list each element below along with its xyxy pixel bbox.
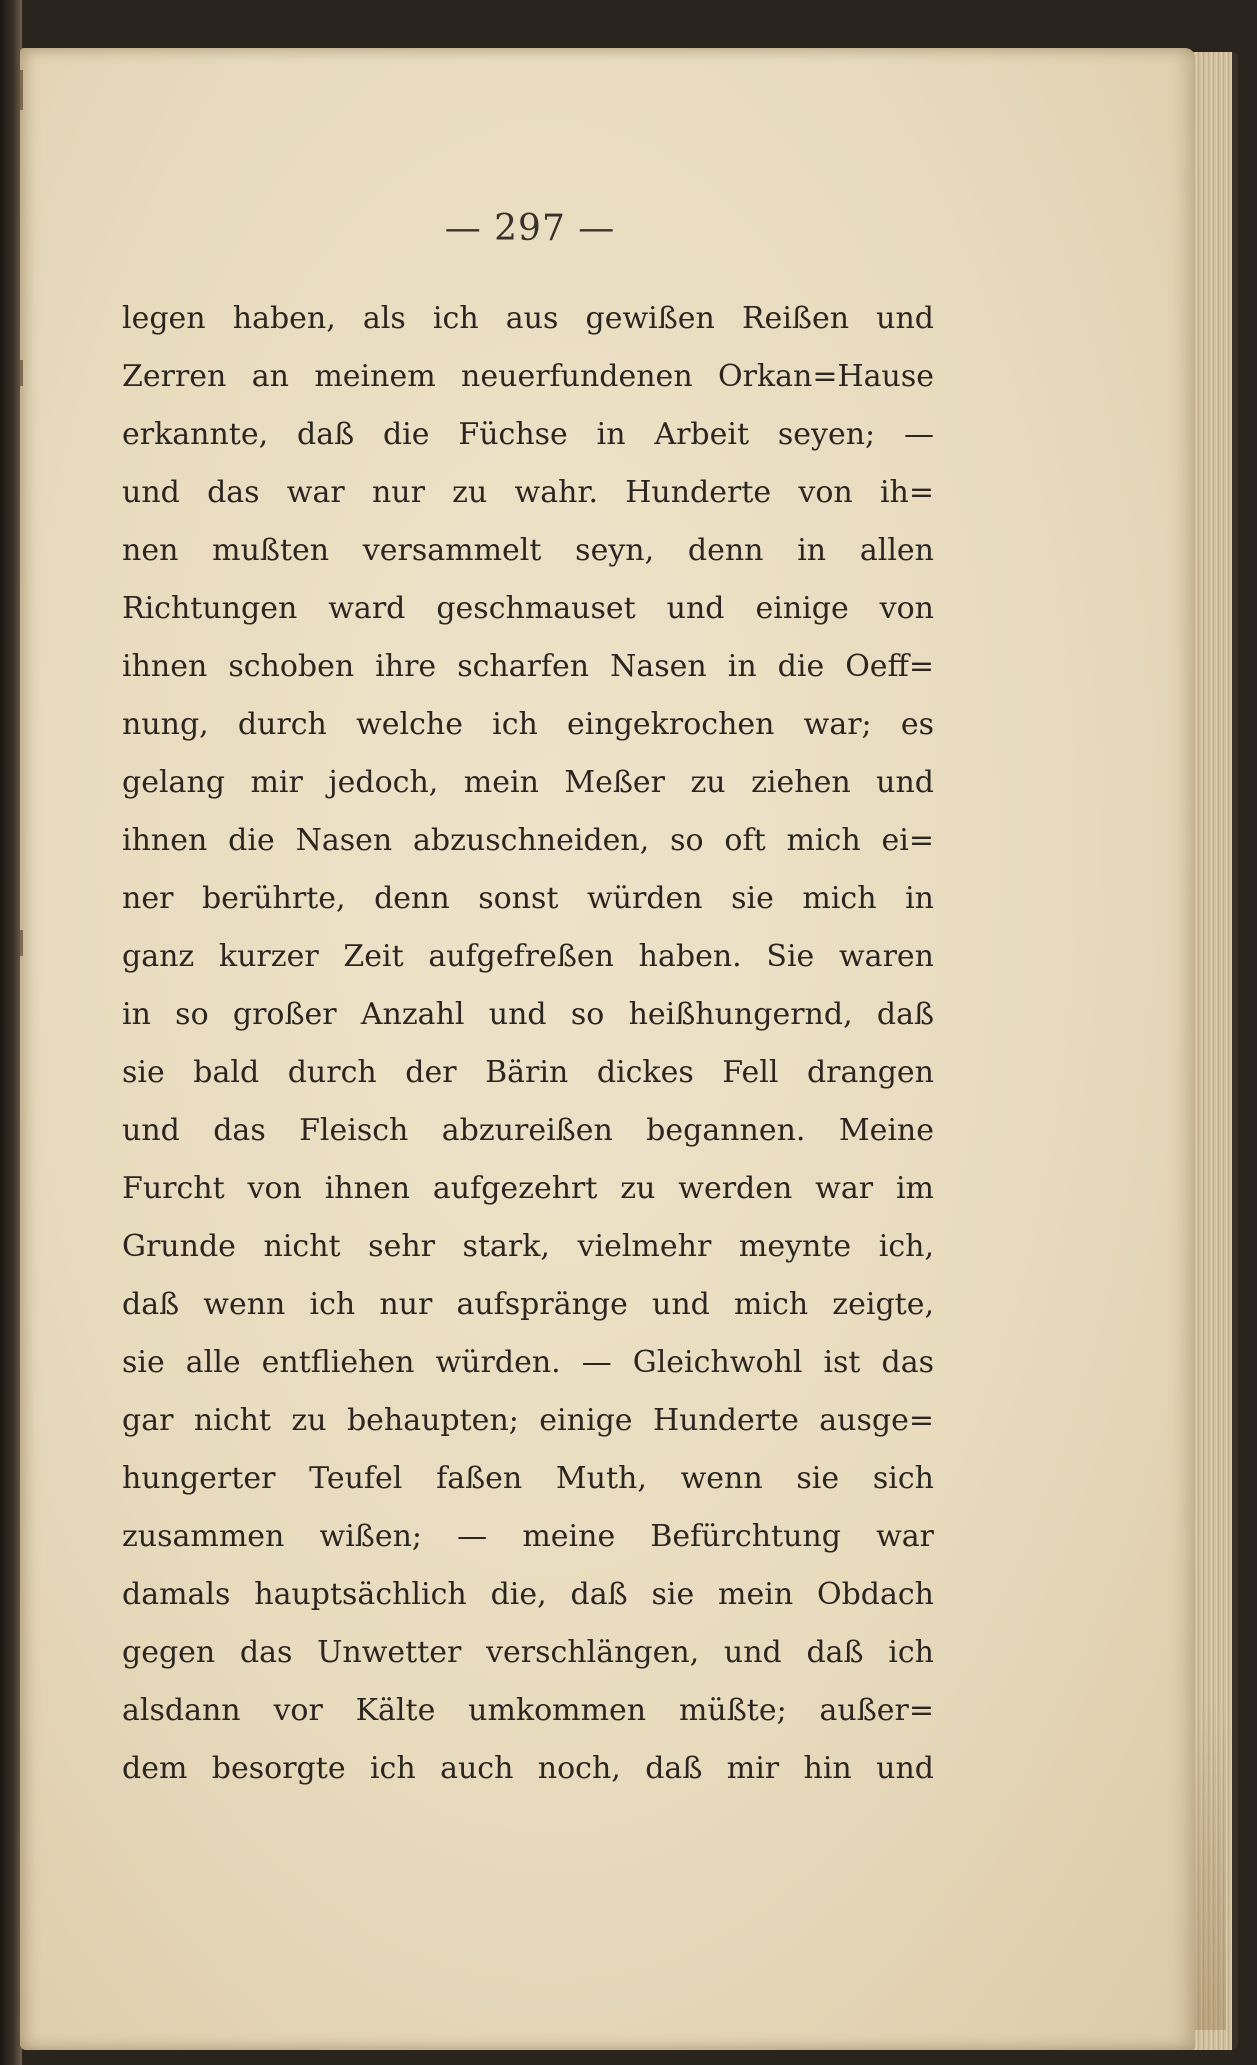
text-line: Furcht von ihnen aufgezehrt zu werden war im: [122, 1171, 934, 1206]
text-line: nen mußten versammelt seyn, denn in allen: [122, 533, 934, 568]
body-text: [122, 290, 934, 1798]
text-line: gelang mir jedoch, mein Meßer zu ziehen und: [122, 765, 934, 800]
text-line: ihnen schoben ihre scharfen Nasen in die Oeff=: [122, 649, 934, 684]
text-line: alsdann vor Kälte umkommen müßte; außer=: [122, 1693, 934, 1728]
text-line: ganz kurzer Zeit aufgefreßen haben. Sie waren: [122, 939, 934, 974]
text-line: Zerren an meinem neuerfundenen Orkan=Hause: [122, 359, 934, 394]
text-line: und das Fleisch abzureißen begannen. Meine: [122, 1113, 934, 1148]
text-line: gegen das Unwetter verschlängen, und daß ich: [122, 1635, 934, 1670]
text-line: gar nicht zu behaupten; einige Hunderte ausge=: [122, 1403, 934, 1438]
text-line: und das war nur zu wahr. Hunderte von ih=: [122, 475, 934, 510]
text-line: ihnen die Nasen abzuschneiden, so oft mich ei=: [122, 823, 934, 858]
book-cover-edge: [0, 0, 22, 2065]
text-line: in so großer Anzahl und so heißhungernd, daß: [122, 997, 934, 1032]
text-line: ner berührte, denn sonst würden sie mich in: [122, 881, 934, 916]
text-line: hungerter Teufel faßen Muth, wenn sie sich: [122, 1461, 934, 1496]
text-line: damals hauptsächlich die, daß sie mein Obdach: [122, 1577, 934, 1612]
text-line: erkannte, daß die Füchse in Arbeit seyen; —: [122, 417, 934, 452]
text-line: sie bald durch der Bärin dickes Fell drangen: [122, 1055, 934, 1090]
text-line: legen haben, als ich aus gewißen Reißen und: [122, 301, 934, 336]
text-line: nung, durch welche ich eingekrochen war; es: [122, 707, 934, 742]
text-line: Richtungen ward geschmauset und einige von: [122, 591, 934, 626]
binding-thread-mark: [20, 360, 23, 386]
binding-thread-mark: [20, 70, 23, 110]
text-line: daß wenn ich nur aufspränge und mich zeigte,: [122, 1287, 934, 1322]
text-line: dem besorgte ich auch noch, daß mir hin und: [122, 1751, 934, 1786]
text-line: Grunde nicht sehr stark, vielmehr meynte ich,: [122, 1229, 934, 1264]
page-number: — 297 —: [444, 208, 616, 249]
text-line: zusammen wißen; — meine Befürchtung war: [122, 1519, 934, 1554]
text-line: sie alle entfliehen würden. — Gleichwohl ist das: [122, 1345, 934, 1380]
binding-thread-mark: [20, 930, 23, 956]
